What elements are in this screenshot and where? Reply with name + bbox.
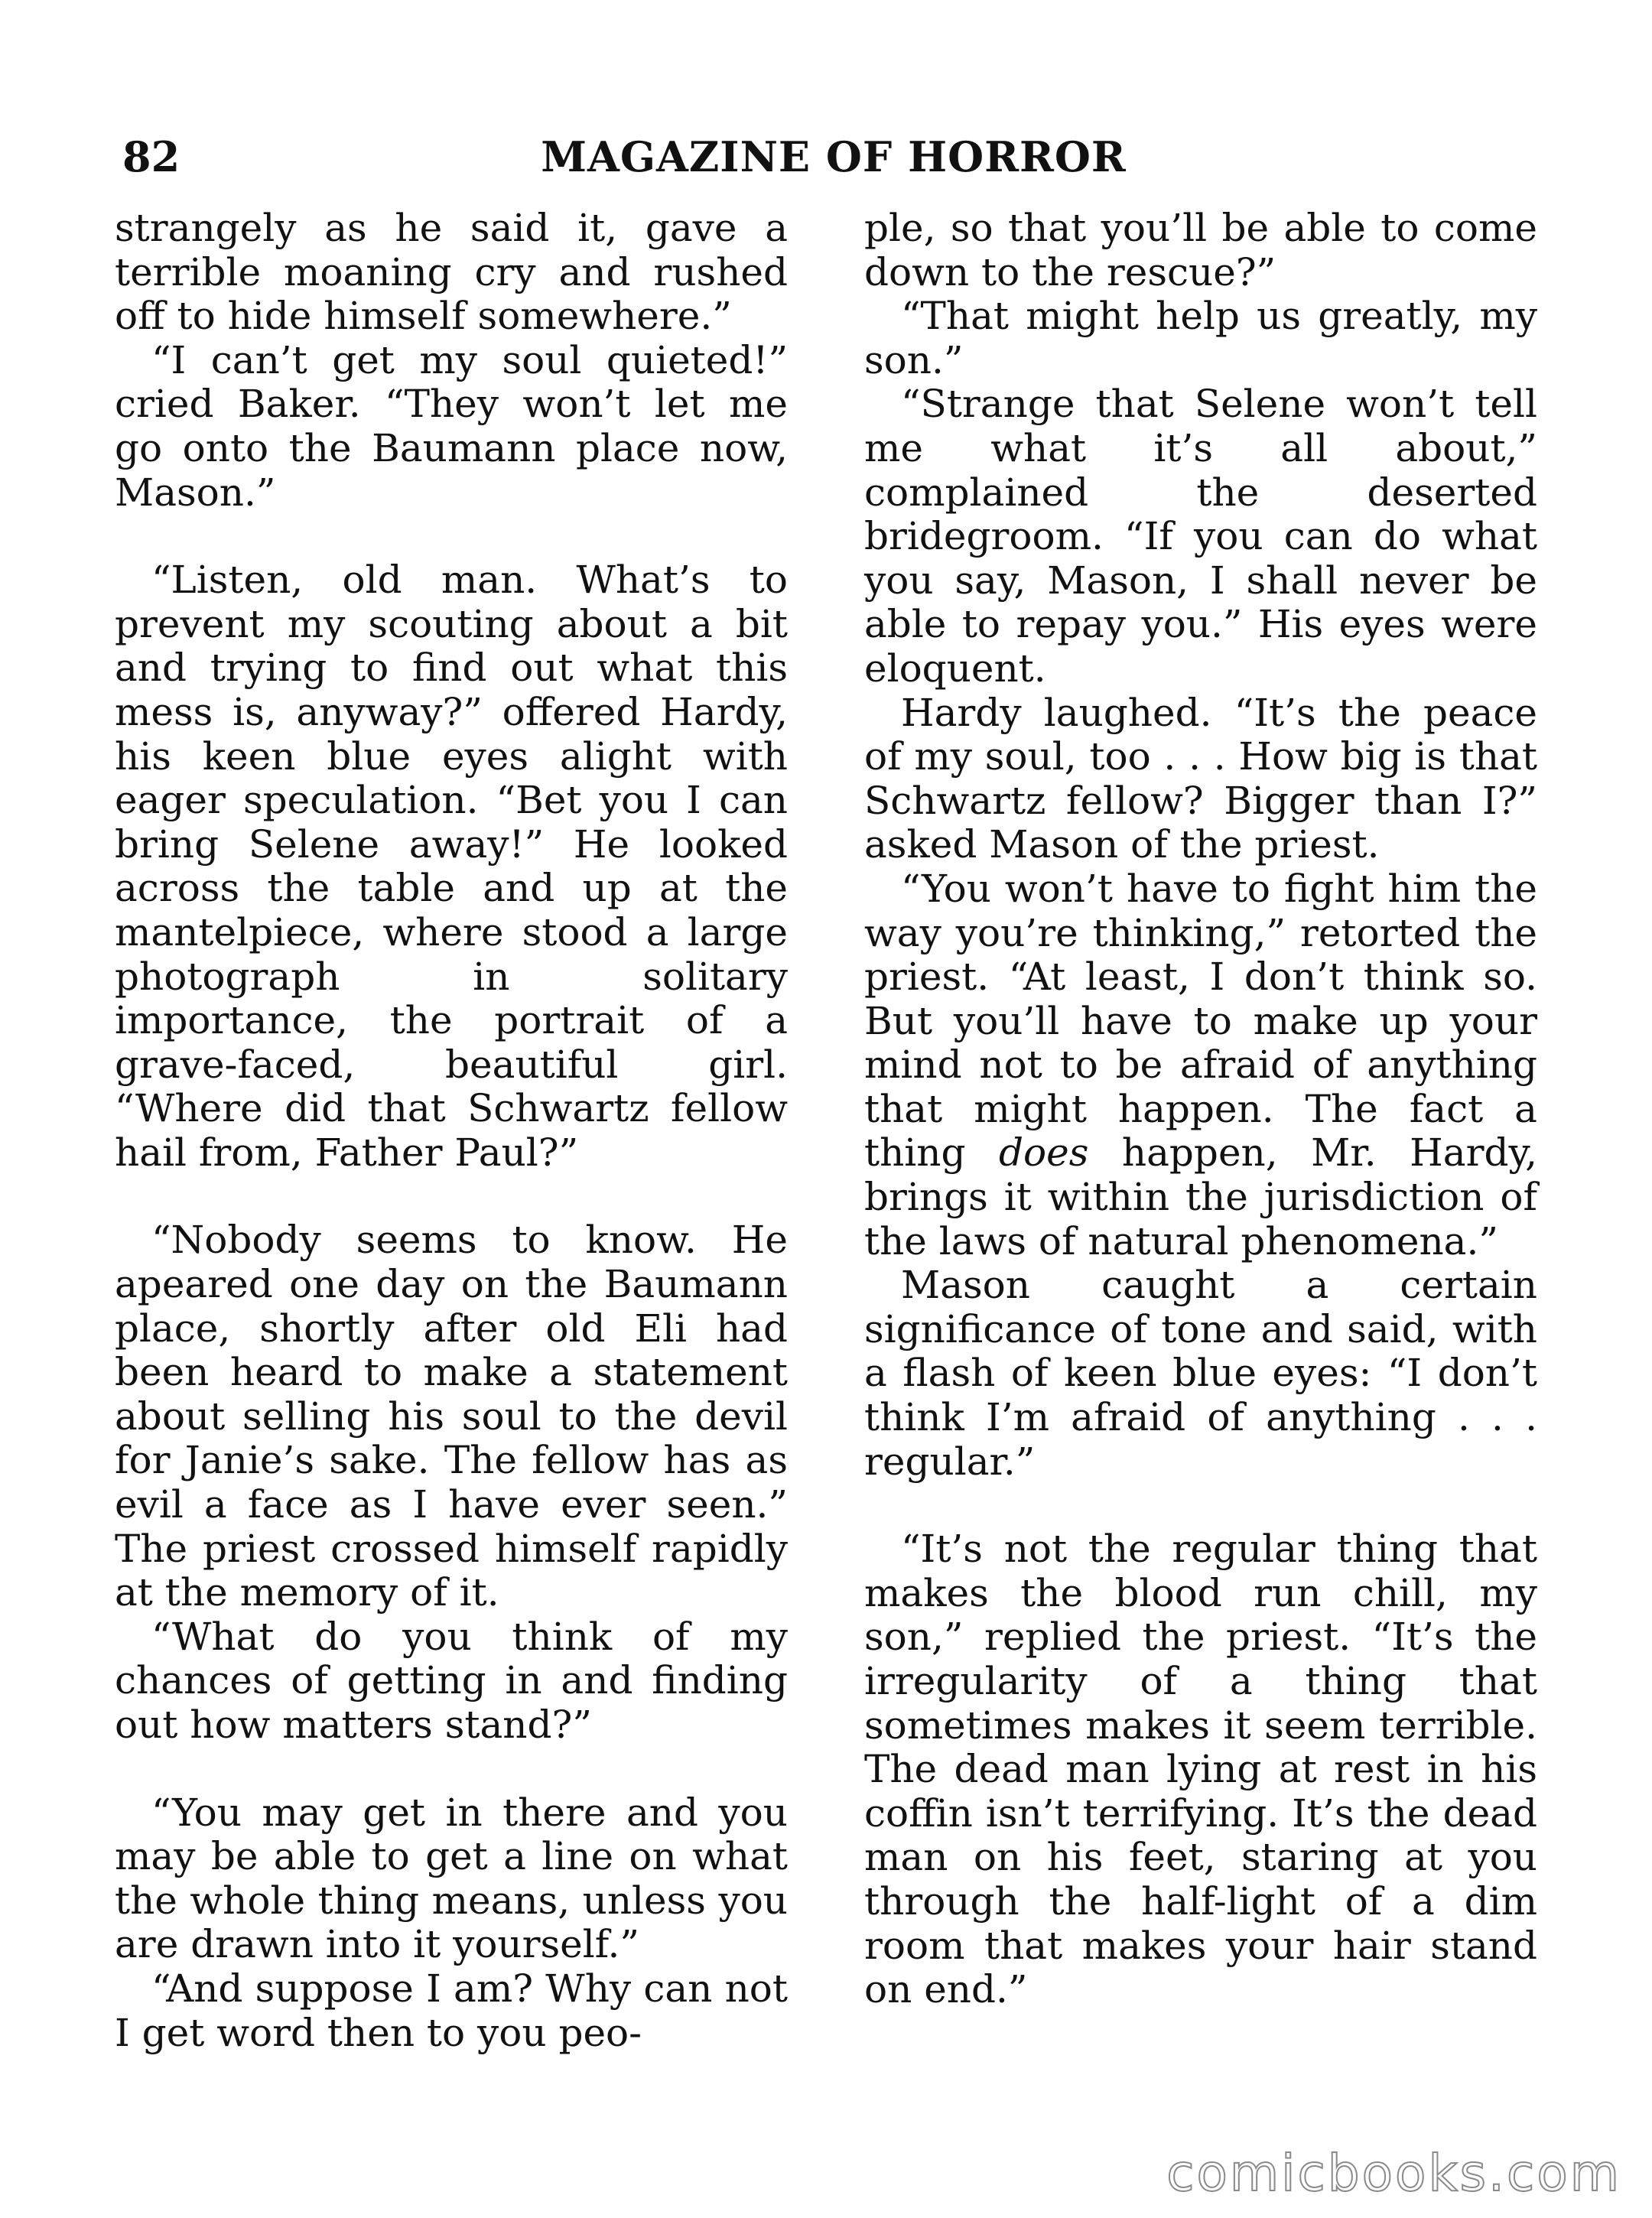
paragraph: “You may get in there and you may be able to get a line on what the whole thing means, unless you are drawn into it yourself.” [115,1790,788,1967]
page-header [122,122,1545,191]
paragraph: Mason caught a certain significance of tone and said, with a flash of keen blue eyes: “I don’t think I’m afraid of anything . . . regular.” [864,1263,1537,1484]
paragraph: “Strange that Selene won’t tell me what it’s all about,” complained the deserted bridegroom. “If you can do what you say, Mason, I shall never be able to repay you.” His eyes were eloquent. [864,382,1537,691]
paragraph: Hardy laughed. “It’s the peace of my soul, too . . . How big is that Schwartz fellow? Bigger than I?” asked Mason of the priest. [864,690,1537,867]
paragraph: “And suppose I am? Why can not I get word then to you peo- [115,1966,788,2055]
paragraph: “What do you think of my chances of getting in and finding out how matters stand?” [115,1614,788,1747]
running-head: MAGAZINE OF HORROR [541,132,1127,181]
paragraph: “That might help us greatly, my son.” [864,294,1537,382]
watermark: comicbooks.com [1166,2144,1621,2203]
emphasis: does [999,1130,1089,1176]
paragraph: “Nobody seems to know. He apeared one day on the Baumann place, shortly after old Eli had been heard to make a statement about selling his soul to the devil for Janie’s sake. The fellow has as evil a face as I have ever seen.” The priest crossed himself rapidly at the memory of it. [115,1218,788,1615]
paragraph [864,867,1537,1263]
left-column [115,207,788,2055]
page-number: 82 [122,132,180,181]
paragraph: “I can’t get my soul quieted!” cried Baker. “They won’t let me go onto the Baumann place now, Mason.” [115,337,788,515]
paragraph: “It’s not the regular thing that makes the blood run chill, my son,” replied the priest. “It’s the irregularity of a thing that sometimes makes it seem terrible. The dead man lying at rest in his coffin isn’t terrifying. It’s the dead man on his feet, staring at you through the half-light of a dim room that makes your hair stand on end.” [864,1527,1537,2012]
paragraph: “Listen, old man. What’s to prevent my scouting about a bit and trying to find out what this mess is, anyway?” offered Hardy, his keen blue eyes alight with eager speculation. “Bet you I can bring Selene away!” He looked across the table and up at the mantelpiece, where stood a large photograph in solitary importance, the portrait of a grave-faced, beautiful girl. “Where did that Schwartz fellow hail from, Father Paul?” [115,558,788,1175]
right-column [864,207,1537,2012]
text-run: happen, Mr. Hardy, brings it within the jurisdiction of the laws of natural phenomena.” [864,1130,1537,1263]
text-run: “You won’t have to fight him the way you’re thinking,” retorted the priest. “At least, I don’t think so. But you’ll have to make up your mind not to be afraid of anything that might happen. The fact a thing [864,866,1537,1176]
paragraph: ple, so that you’ll be able to come down to the rescue?” [864,206,1537,294]
paragraph: strangely as he said it, gave a terrible moaning cry and rushed off to hide himself somewhere.” [115,206,788,339]
